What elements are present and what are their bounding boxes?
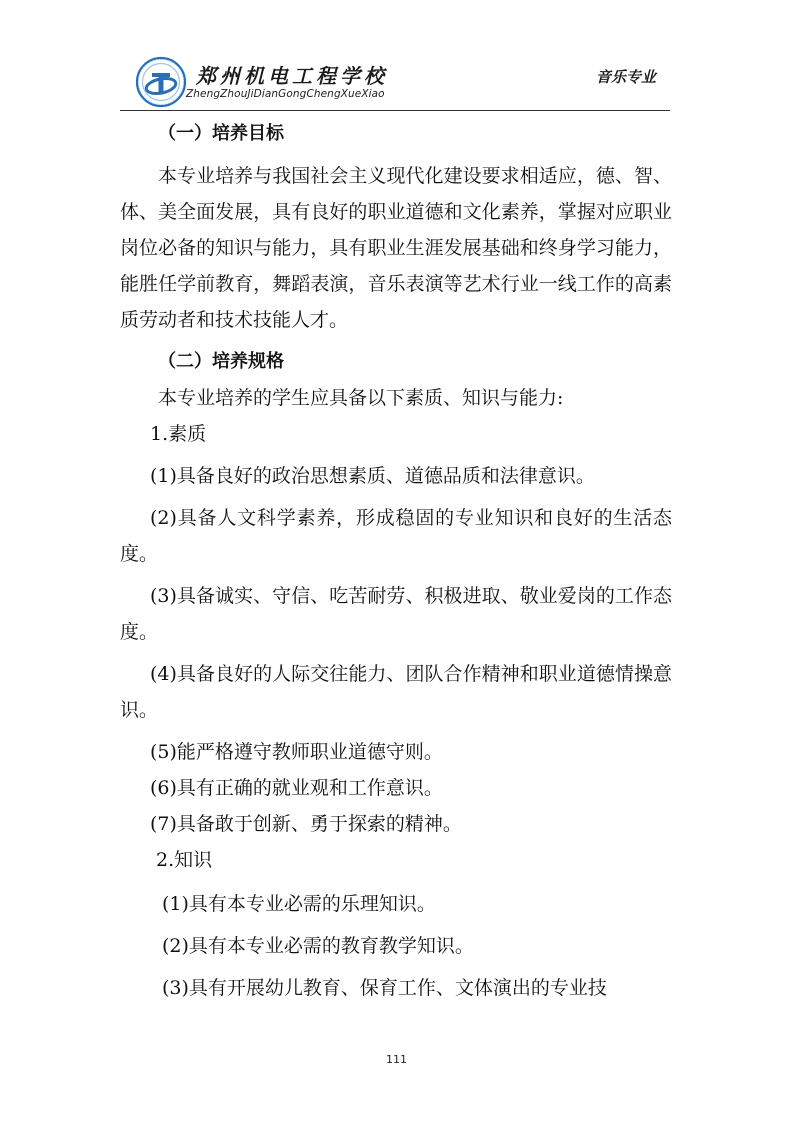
list-item: (2)具备人文科学素养，形成稳固的专业知识和良好的生活态度。: [120, 507, 672, 565]
knowledge-heading: 2.知识: [156, 849, 213, 871]
list-item: (7)具备敢于创新、勇于探索的精神。: [150, 813, 462, 835]
section-title-goals: （一）培养目标: [158, 123, 284, 144]
header-divider: [120, 110, 670, 111]
list-item: (1)具备良好的政治思想素质、道德品质和法律意识。: [150, 465, 595, 487]
quality-heading: 1.素质: [150, 423, 207, 445]
specs-intro: 本专业培养的学生应具备以下素质、知识与能力:: [158, 387, 564, 409]
page-number: 111: [386, 1053, 407, 1066]
list-item: (1)具有本专业必需的乐理知识。: [162, 893, 436, 915]
document-body: [120, 116, 672, 1006]
section-title-specs: （二）培养规格: [158, 351, 284, 372]
school-name-en: ZhengZhouJiDianGongChengXueXiao: [186, 88, 385, 100]
page-header: [0, 0, 793, 112]
list-item: (2)具有本专业必需的教育教学知识。: [162, 935, 474, 957]
school-name-cn: 郑州机电工程学校: [196, 64, 388, 88]
list-item: (3)具备诚实、守信、吃苦耐劳、积极进取、敬业爱岗的工作态度。: [120, 585, 672, 643]
school-logo-icon: [135, 56, 187, 108]
list-item: (6)具有正确的就业观和工作意识。: [150, 777, 443, 799]
goals-paragraph: 本专业培养与我国社会主义现代化建设要求相适应，德、智、体、美全面发展，具有良好的职业道德和文化素养，掌握对应职业岗位必备的知识与能力，具有职业生涯发展基础和终身学习能力，能胜任学前教育，舞蹈表演，音乐表演等艺术行业一线工作的高素质劳动者和技术技能人才。: [120, 165, 672, 331]
list-item: (3)具有开展幼儿教育、保育工作、文体演出的专业技: [162, 977, 607, 999]
list-item: (4)具备良好的人际交往能力、团队合作精神和职业道德情操意识。: [120, 663, 672, 721]
list-item: (5)能严格遵守教师职业道德守则。: [150, 741, 443, 763]
major-label: 音乐专业: [596, 68, 657, 86]
